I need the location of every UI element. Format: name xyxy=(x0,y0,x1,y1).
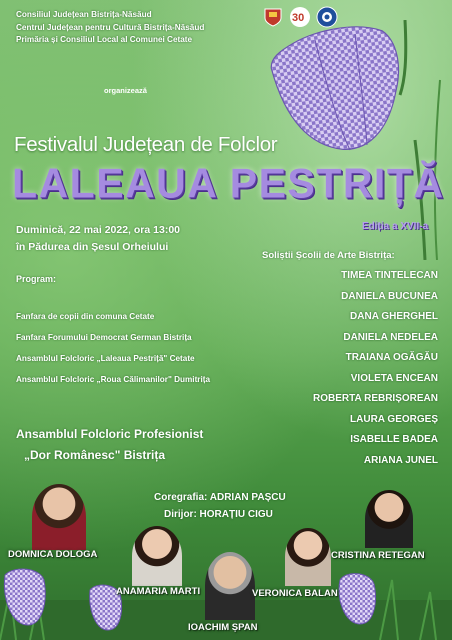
soloist-name: VIOLETA ENCEAN xyxy=(350,372,438,384)
organizer-line: Centrul Județean pentru Cultură Bistrița-Năsăud xyxy=(16,22,205,32)
performer-name: IOACHIM ȘPAN xyxy=(188,622,258,633)
soloists-heading: Soliștii Școlii de Arte Bistrița: xyxy=(262,250,395,261)
program-item: Fanfara Forumului Democrat German Bistrița xyxy=(16,333,192,342)
ensemble-name: „Dor Românesc" Bistrița xyxy=(24,448,166,462)
soloist-name: ISABELLE BADEA xyxy=(350,434,438,445)
soloist-name: LAURA GEORGEȘ xyxy=(350,413,438,425)
soloists-list xyxy=(313,266,438,471)
culture-center-logo-icon xyxy=(316,6,338,28)
credits-block xyxy=(154,489,286,523)
performer-photo xyxy=(365,490,413,548)
organizer-line: Consiliul Județean Bistrița-Năsăud xyxy=(16,10,152,19)
event-info xyxy=(16,222,180,256)
soloist-name: ARIANA JUNEL xyxy=(363,454,438,466)
event-place: în Pădurea din Șesul Orheiului xyxy=(16,241,169,253)
program-list xyxy=(16,306,210,390)
soloist-name: DANIELA BUCUNEA xyxy=(341,290,438,302)
ensemble-line: Ansamblul Folcloric Profesionist xyxy=(16,427,204,441)
soloist-name: DANA GHERGHEL xyxy=(350,311,438,322)
event-date: Duminică, 22 mai 2022, ora 13:00 xyxy=(16,224,181,236)
performer-photo xyxy=(32,484,86,550)
edition-label: Ediția a XVII-a xyxy=(362,221,429,232)
svg-text:30: 30 xyxy=(292,12,305,24)
organizer-line: Primăria și Consiliul Local al Comunei Cetate xyxy=(16,35,193,44)
soloist-name: DANIELA NEDELEA xyxy=(343,331,438,343)
performer-name: DOMNICA DOLOGA xyxy=(8,549,98,560)
performer-photo xyxy=(205,552,255,620)
county-crest-icon xyxy=(262,6,284,28)
soloist-name: TIMEA TINTELECAN xyxy=(341,270,438,281)
anniversary-30-logo-icon xyxy=(289,6,311,28)
performer-name: CRISTINA RETEGAN xyxy=(331,550,425,561)
performer-photo xyxy=(285,528,331,586)
program-item: Ansamblul Folcloric „Laleaua Pestriță" Cetate xyxy=(16,354,195,363)
performer-name: ANAMARIA MARTI xyxy=(116,586,201,597)
soloist-name: TRAIANA OGĂGĂU xyxy=(345,352,438,363)
organizers-block xyxy=(16,9,204,47)
program-heading: Program: xyxy=(16,274,57,284)
program-item: Ansamblul Folcloric „Roua Călimanilor" Dumitrița xyxy=(16,375,211,384)
festival-title: LALEAUA PESTRIȚĂ xyxy=(12,159,445,207)
choreography-credit: Coregrafia: ADRIAN PAȘCU xyxy=(154,492,286,503)
performer-photo xyxy=(132,526,182,586)
logos-row xyxy=(262,6,338,28)
conductor-credit: Dirijor: HORAȚIU CIGU xyxy=(164,509,273,520)
program-item: Fanfara de copii din comuna Cetate xyxy=(16,312,155,321)
performer-name: VERONICA BALAN xyxy=(252,588,338,599)
ensemble-block xyxy=(16,424,203,466)
organizes-label: organizează xyxy=(104,86,147,95)
festival-subtitle: Festivalul Județean de Folclor xyxy=(14,133,278,156)
soloist-name: ROBERTA REBRIȘOREAN xyxy=(312,393,438,404)
